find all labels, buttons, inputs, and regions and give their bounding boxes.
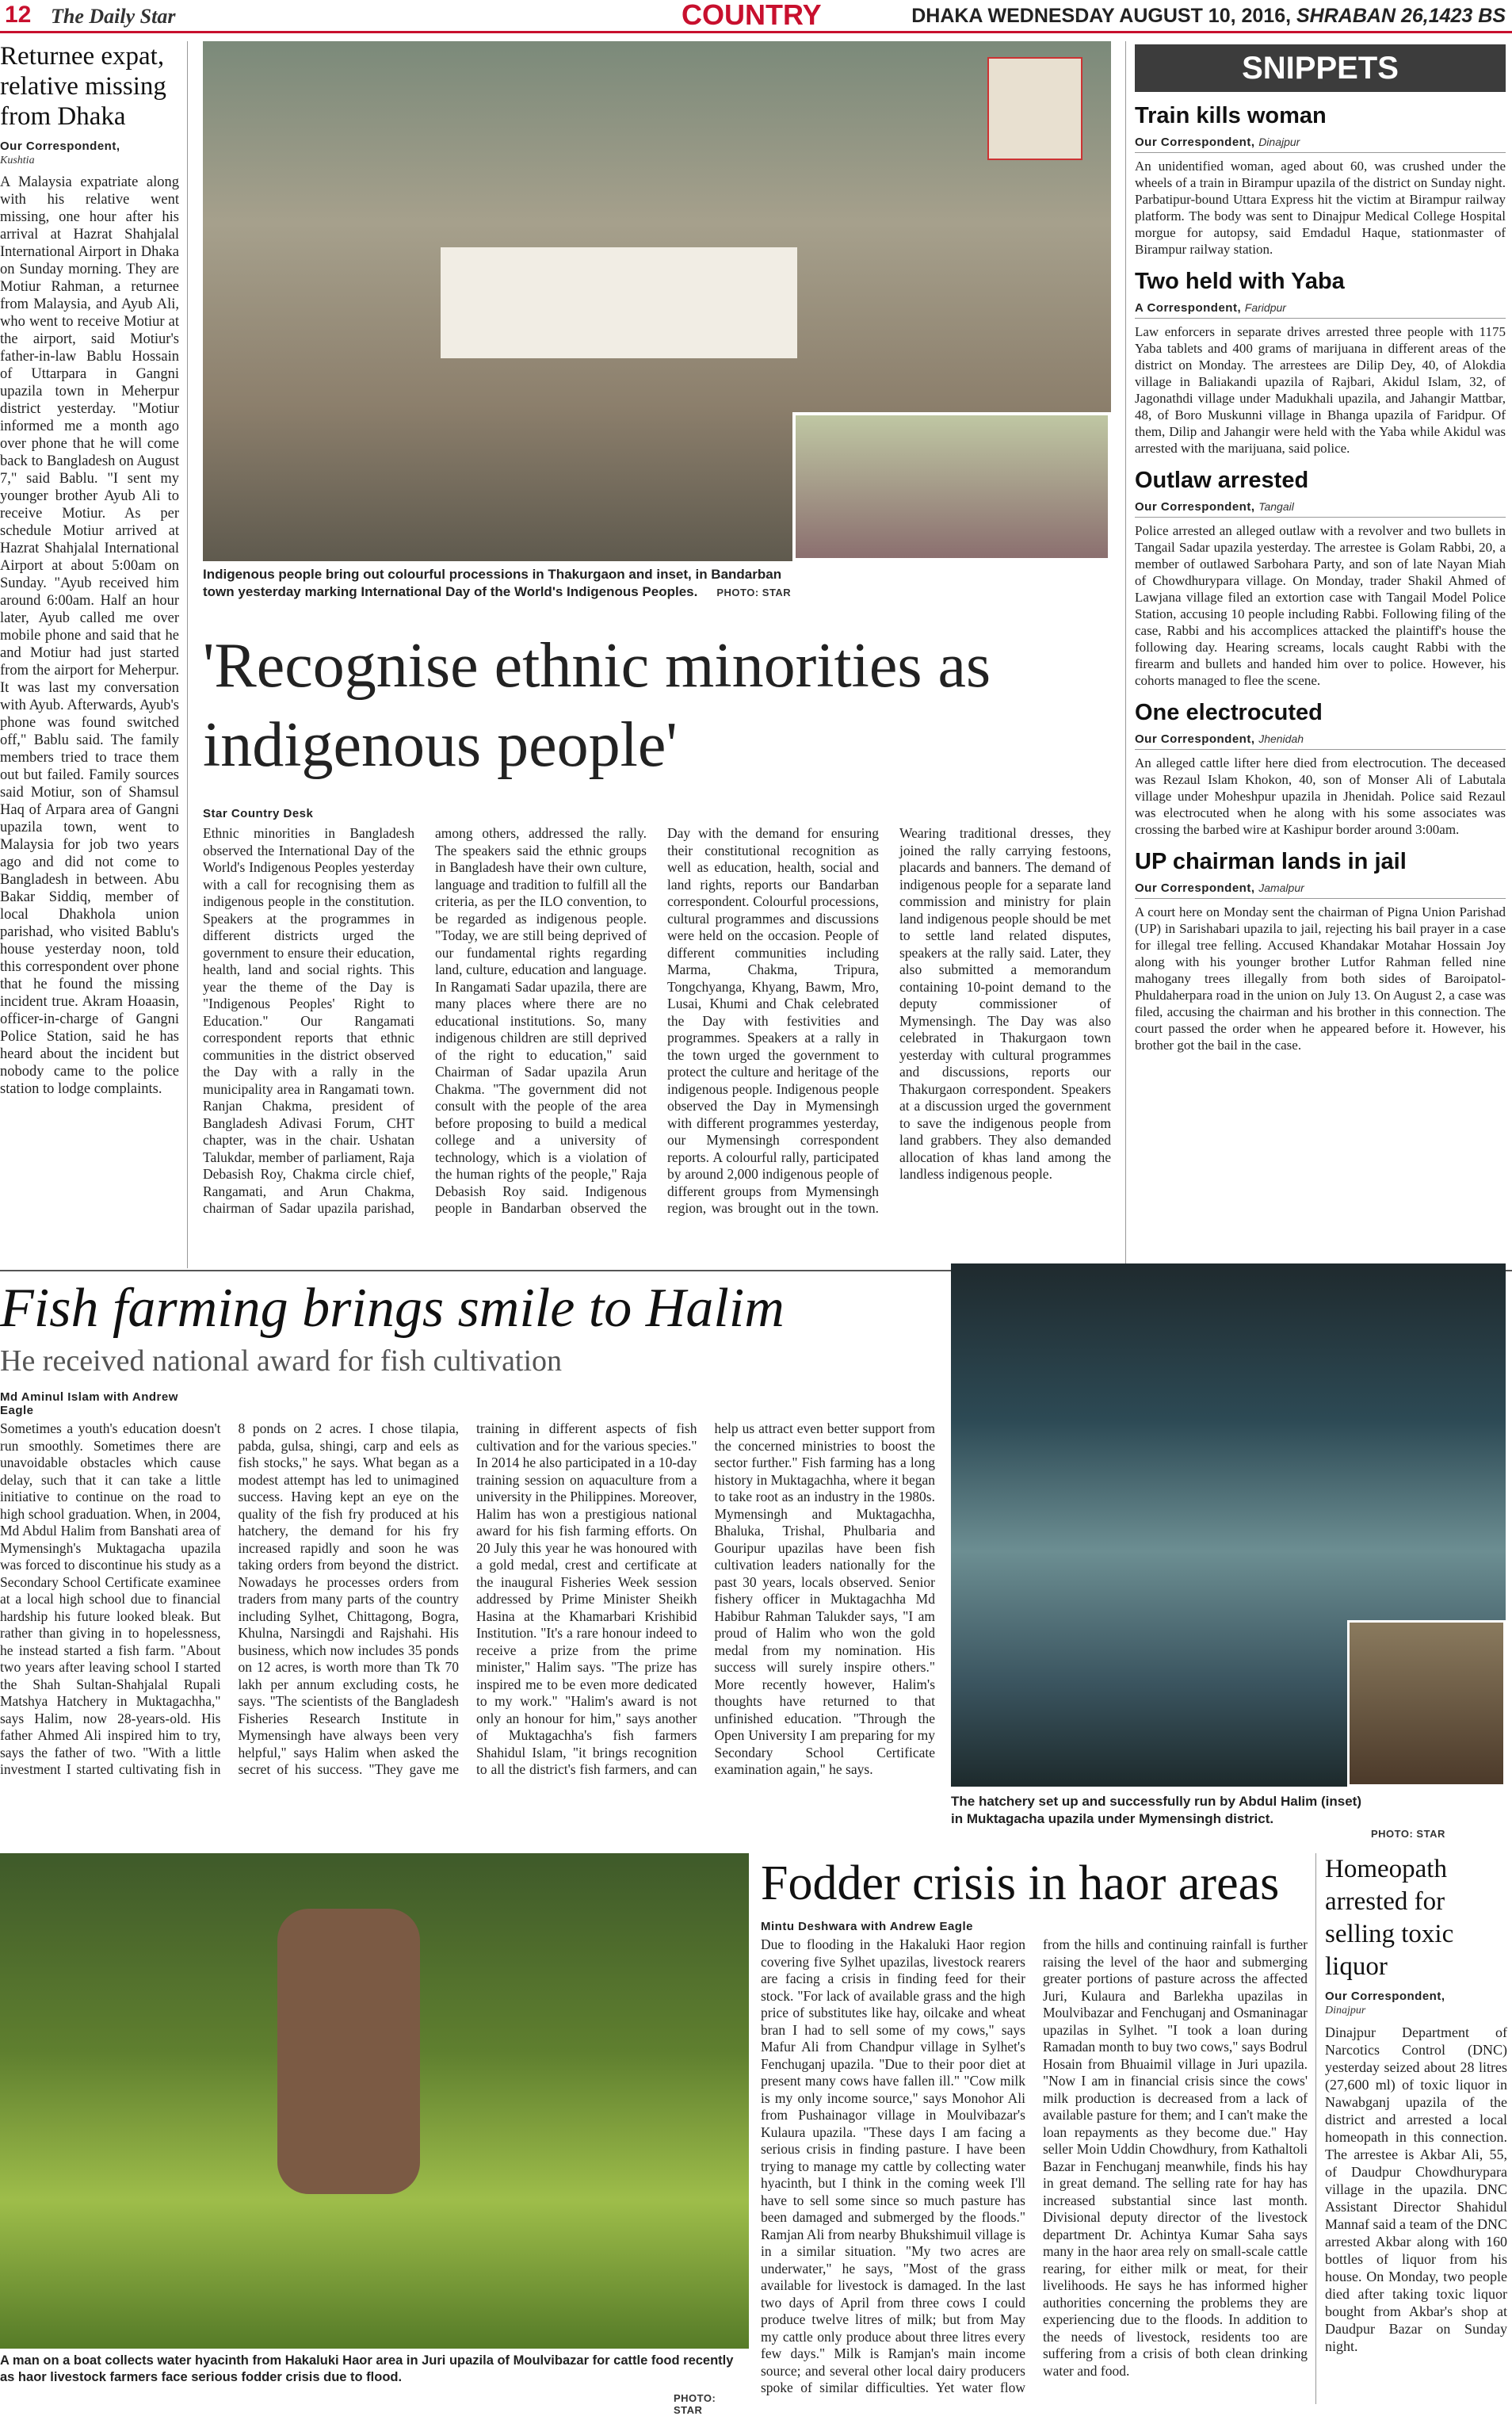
snippet-body: An unidentified woman, aged about 60, was crushed under the wheels of a train in Birampur upazila of the district on Sunday night. Parbatipur-bound Uttara Express hit the victim at Birampur railway platform. The body was sent to Dinajpur Medical College Hospital morgue for autopsy, said Emdadul Haque, stationmaster of Birampur railway station. bbox=[1135, 159, 1506, 257]
procession-banner bbox=[441, 247, 797, 358]
photo-credit: PHOTO: STAR bbox=[1371, 1828, 1445, 1840]
byline: Our Correspondent, bbox=[1135, 136, 1255, 149]
fish-headline: Fish farming brings smile to Halim bbox=[0, 1278, 785, 1339]
section-title: COUNTRY bbox=[682, 0, 822, 31]
article-returnee-expat bbox=[0, 41, 179, 1268]
article-body: Sometimes a youth's education doesn't run smoothly. Sometimes there are unavoidable obstacles which cause delay, such that it can take a little initiative to continue on the road to high school graduation. When, in 2004, Md Abdul Halim from Banshati area of Mymensingh's Muktagacha upazila was forced to discontinue his study as a Secondary School Certificate examinee at a local high school due to financial hardship his future looked bleak. But rather than giving in to hopelessness, he instead started a fish farm. "About two years after leaving school I started the Shah Sultan-Shahjalal Rupali Matshya Hatchery in Muktagachha," says Halim, now 28-years-old. His father Ahmed Ali inspired him to try, says the father of two. "With a little investment I started cultivating fish in 8 ponds on 2 acres. I chose tilapia, pabda, gulsa, shingi, carp and eels as fish stocks," he says. What began as a modest attempt has led to unimagined success. Having kept an eye on the quality of the fish fry produced at his hatchery, the demand for his fry increased rapidly and soon he was taking orders from beyond the district. Nowadays he processes orders from traders from many parts of the country including Sylhet, Chittagong, Bogra, Khulna, Narsingdi and Rajshahi. His business, which now includes 35 ponds on 12 acres, is worth more than Tk 70 lakh per annum excluding costs, he says. "The scientists of the Bangladesh Fisheries Research Institute in Mymensingh have always been very helpful," says Halim when asked the secret of his success. "They gave me training in different aspects of fish cultivation and for the various species." In 2014 he also participated in a 10-day training session on aquaculture from a university in the Philippines. Moreover, Halim has won a prestigious national award for his fish farming efforts. On 20 July this year he was honoured with a gold medal, crest and certificate at the inaugural Fisheries Week session addressed by Prime Minister Sheikh Hasina at the Khamarbari Krishibid Institution. "It's a rare honour indeed to receive a prize from the prime minister," Halim says. "The prize has inspired me to be even more dedicated to my work." "Halim's award is not only an honour for him," says another of Muktagachha's fish farmers Shahidul Islam, "it brings recognition to all the district's fish farmers, and can help us attract even better support from the concerned ministries to boost the sector further." Fish farming has a long history in Muktagachha, where it began to take root as an industry in the 1980s. Mymensingh and Muktagachha, Bhaluka, Trishal, Phulbaria and Gouripur upazilas have been fish cultivation leaders nationally for the past 30 years, locals observed. Senior fishery officer in Muktagachha Md Habibur Rahman Talukder says, "I am proud of Halim who won the gold medal from my nomination. His success will surely inspire others." More recently however, Halim's thoughts have returned to that unfinished education. "Through the Open University I am preparing for my Secondary School Certificate examination again," he says. bbox=[0, 1420, 935, 1777]
dateline-place: Dinajpur bbox=[1325, 2005, 1366, 2017]
article-body: Ethnic minorities in Bangladesh observed the International Day of the World's Indigenous Peoples yesterday with a call for recognising them as indigenous people in the constitution. Speakers at the programmes in different districts urged the government to ensure their education, health, land and social rights. This year the theme of the Day is "Indigenous Peoples' Right to Education." Our Rangamati correspondent reports that ethnic communities in the district observed the Day with a rally in the municipality area in Rangamati town. Ranjan Chakma, president of Bangladesh Adivasi Forum, CHT chapter, was in the chair. Ushatan Talukdar, member of parliament, Raja Debasish Roy, Chakma circle chief, Rangamati, and Arun Chakma, chairman of Sadar upazila parishad, among others, addressed the rally. The speakers said the ethnic groups in Bangladesh have their own culture, language and tradition to fulfill all the criteria, as per the ILO convention, to be regarded as indigenous people. "Today, we are still being deprived of our fundamental rights regarding land, culture, education and language. In Rangamati Sadar upazila, there are many places where there are no educational institutions. So, many indigenous children are still deprived of the right to education," said Chairman of Sadar upazila Arun Chakma. "The government did not consult with the people of the area before proposing to build a medical college and a university of technology, which is a violation of the human rights of the people," Raja Debasish Roy said. Indigenous people in Bandarban observed the Day with the demand for ensuring their constitutional recognition as well as education, health, social and land rights, reports our Bandarban correspondent. Colourful processions, cultural programmes and discussions were held on the occasion. People of different communities including Marma, Chakma, Tripura, Tongchyanga, Khyang, Bawm, Mro, Lusai, Khumi and Chak celebrated the Day with festivities and programmes. Speakers at a rally in the town urged the government to protect the culture and heritage of the indigenous people. Indigenous people observed the Day in Mymensingh with different programmes yesterday, our Mymensingh correspondent reports. A colourful rally, participated by around 2,000 indigenous people of different groups from Mymensingh region, was brought out in the town. Wearing traditional dresses, they joined the rally carrying festoons, placards and banners. The demand of indigenous people for a separate land commission and ministry for plain land indigenous people should be met to settle land related disputes, speakers at the rally said. Later, they also submitted a memorandum containing 10-point demand to the deputy commissioner of Mymensingh. The Day was also celebrated in Thakurgaon town yesterday with cultural programmes and discussions, reports our Thakurgaon correspondent. Speakers at a discussion urged the government to save the indigenous people from land grabbers. They also demanded allocation of khas land among the landless indigenous people. bbox=[203, 825, 1111, 1216]
column-rule bbox=[1125, 41, 1126, 1268]
byline: Star Country Desk bbox=[203, 807, 314, 820]
snippet-body: Law enforcers in separate drives arrested three people with 1175 Yaba tablets and 400 grams of marijuana in different areas of the district on Monday. The arrestees are Dilip Dey, 40, of Alokdia village in Baliakandi upazila of Rajbari, Akidul Islam, 32, of Jagonathdi village under Madukhali upazila, and Jahangir Mattbar, 48, of Boro Muskunni village in Bhanga upazila of Faridpur. Of them, Dilip and Jahangir were held with the Yaba while Akidul was arrested with the marijuana, said police. bbox=[1135, 324, 1506, 456]
byline: Our Correspondent, bbox=[1135, 500, 1255, 514]
snippet-title: Two held with Yaba bbox=[1135, 269, 1345, 294]
inset-photo bbox=[792, 412, 1111, 561]
inset-portrait bbox=[1347, 1620, 1506, 1787]
article-headline: Returnee expat, relative missing from Dhaka bbox=[0, 42, 166, 131]
dateline-place: Jamalpur bbox=[1258, 881, 1304, 894]
snippet-title: Outlaw arrested bbox=[1135, 468, 1309, 493]
snippet-body: Police arrested an alleged outlaw with a revolver and two bullets in Tangail Sadar upazila yesterday. The arrestee is Golam Rabbi, 20, a member of outlawed Sarbohara Party, and son of late Nayan Miah of Chowdhurypara village. On Monday, trader Shakil Ahmed of Lawjana village filed an extortion case with Tangail Model Police Station, accusing 10 people including Rabbi. Following filing of the case, Rabbi and his accomplices attacked the plaintiff's house the following day. Hearing screams, locals caught Rabbi with the firearm and bullets and handed him over to police. However, his cohorts managed to flee the scene. bbox=[1135, 523, 1506, 688]
snippet-title: One electrocuted bbox=[1135, 700, 1323, 725]
fodder-article bbox=[761, 1920, 1308, 2405]
fish-article bbox=[0, 1390, 935, 1842]
snippet-title: UP chairman lands in jail bbox=[1135, 849, 1407, 874]
dateline: DHAKA WEDNESDAY AUGUST 10, 2016, SHRABAN 26,1423 BS bbox=[911, 5, 1506, 27]
byline: Mintu Deshwara with Andrew Eagle bbox=[761, 1920, 973, 1933]
byline: Our Correspondent, bbox=[1135, 881, 1255, 895]
lead-photo-caption: Indigenous people bring out colourful processions in Thakurgaon and inset, in Bandarban town yesterday marking International Day of the World's Indigenous Peoples. PHOTO: STAR bbox=[203, 567, 792, 599]
byline: Our Correspondent, bbox=[1325, 1990, 1445, 2003]
lead-headline: 'Recognise ethnic minorities as indigenous people' bbox=[203, 631, 991, 780]
page-number: 12 bbox=[5, 2, 32, 28]
snippet-item bbox=[1135, 468, 1506, 689]
dateline-place: Tangail bbox=[1258, 500, 1294, 513]
snippet-title: Train kills woman bbox=[1135, 103, 1327, 128]
homeopath-article bbox=[1325, 1853, 1507, 2406]
byline: Our Correspondent, bbox=[1135, 732, 1255, 746]
article-body: A Malaysia expatriate along with his relative went missing, one hour after his arrival at Hazrat Shahjalal International Airport in Dhaka on Sunday morning. They are Motiur Rahman, a returnee from Malaysia, and Ayub Ali, who went to receive Motiur at the airport, said Motiur's father-in-law Bablu Hossain of Uttarpara in Gangni upazila town in Meherpur district yesterday. "Motiur informed me a month ago over phone that he will come back to Bangladesh on August 7," said Bablu. "I sent my younger brother Ayub Ali to receive Motiur. As per schedule Motiur arrived at Hazrat Shahjalal International Airport at about 5:00am on Sunday. "Ayub received him around 6:00am. Half an hour later, Ayub called me over mobile phone and said that he and Motiur had just started from the airport for Meherpur. It was last my conversation with Ayub. Afterwards, Ayub's phone was found switched off," Bablu said. The family members tried to trace them out but failed. Family sources said Motiur, son of Shamsul Haq of Arpara area of Gangni upazila town, went to Malaysia for job two years ago and did not come to Bangladesh in between. Abu Bakar Siddiq, member of local Dhakhola union parishad, who visited Bablu's house yesterday noon, told this correspondent over phone that he found the missing incident true. Akram Hoaasin, officer-in-charge of Gangni Police Station, said he has heard about the incident but nobody came to the police station to lodge complaints. bbox=[0, 174, 179, 1097]
article-body: Dinajpur Department of Narcotics Control (DNC) yesterday seized about 28 litres (27,600 ml) of toxic liquor in Nawabganj upazila of the district and arrested a local homeopath in this connection. The arrestee is Akbar Ali, 55, of Daudpur Chowdhurypara village in the upazila. DNC Assistant Director Shahidul Mannaf said a team of the DNC arrested Akbar along with 160 bottles of liquor from his house. On Monday, two people died after taking toxic liquor bought from Akbar's shop at Daudpur Bazar on Sunday night. bbox=[1325, 2024, 1507, 2354]
snippets-column bbox=[1135, 44, 1506, 1269]
snippet-item bbox=[1135, 700, 1506, 838]
lead-article bbox=[203, 807, 1111, 1268]
fish-subhead: He received national award for fish cultivation bbox=[0, 1344, 563, 1378]
fodder-caption: A man on a boat collects water hyacinth from Hakaluki Haor area in Juri upazila of Moulvibazar for cattle food recently as haor livestock farmers face serious fodder crisis due to flood. bbox=[0, 2353, 734, 2384]
snippet-item bbox=[1135, 269, 1506, 457]
snippet-list bbox=[1135, 103, 1506, 1053]
fodder-photo bbox=[0, 1853, 749, 2349]
byline: A Correspondent, bbox=[1135, 301, 1242, 315]
banner-sign bbox=[987, 57, 1082, 160]
dateline-place: Faridpur bbox=[1244, 301, 1286, 314]
dateline-place: Kushtia bbox=[0, 155, 35, 166]
photo-credit: PHOTO: STAR bbox=[716, 587, 792, 598]
masthead-logo: The Daily Star bbox=[51, 5, 176, 28]
byline: Our Correspondent, bbox=[0, 140, 120, 153]
article-body: Due to flooding in the Hakaluki Haor region covering five Sylhet upazilas, livestock rearers are facing a crisis in finding feed for their stock. "For lack of available grass and the high price of substitutes like hay, oilcake and wheat bran I had to sell some of my cows," says Mafur Ali from Chandpur village in Sylhet's Fenchuganj upazila. "Due to their poor diet at present many cows have fallen ill." "Cow milk is my only income source," says Monohor Ali from Pushainagor village in Moulvibazar's Kulaura upazila. "These days I am facing a serious crisis in finding pasture. I have been trying to manage my cattle by collecting water hyacinth, but I think in the coming week I'll have to sell some since so much pasture has been damaged and submerged by the floods." Ramjan Ali from nearby Bhukshimuil village is in a similar situation. "My two acres are underwater," he says, "Most of the grass available for livestock is damaged. In the last two days of April from three cows I could produce twelve litres of milk; but from May my cattle only produce about three litres every few days." Milk is Ramjan's main income source; and several other local dairy producers spoke of similar difficulties. Yet water flow from the hills and continuing rainfall is further raising the level of the haor and submerging greater portions of pasture across the affected Juri, Kulaura and Barlekha upazilas in Moulvibazar and Fenchuganj and Osmaninagar upazilas in Sylhet. "I took a loan during Ramadan month to buy two cows," says Bodrul Hosain from Bhuaimil village in Juri upazila. "Now I am in financial crisis since the cows' milk production is decreased from a lack of available pasture for them; and I can't make the loan repayments as they become due." Hay seller Moin Uddin Chowdhury, from Kathaltoli Bazar in Fenchuganj meanwhile, finds his hay in great demand. The selling rate for hay has increased substantial since last month. Divisional deputy director of the livestock department Dr. Achintya Kumar Saha says many in the haor area rely on small-scale cattle rearing, for either milk or meat, for their livelihoods. He says he has informed higher authorities concerning the problems they are experiencing due to the floods. In addition to the needs of livestock, residents too are suffering from a crisis of both clean drinking water and food. bbox=[761, 1936, 1308, 2395]
column-rule bbox=[1315, 1853, 1316, 2404]
dateline-place: Jhenidah bbox=[1258, 732, 1304, 745]
man-figure bbox=[277, 1909, 420, 2194]
snippet-body: An alleged cattle lifter here died from electrocution. The deceased was Rezaul Islam Khokon, 40, son of Monser Ali of Labutala village under Moheshpur upazila in Jhenidah. Police said Rezaul was electrocuted when he along with his some associates was crossing the barbed wire at Kashipur border around 3:00am. bbox=[1135, 755, 1506, 837]
dateline-place: Dinajpur bbox=[1258, 136, 1300, 148]
column-rule bbox=[187, 41, 188, 1268]
snippets-header: SNIPPETS bbox=[1135, 44, 1506, 92]
snippet-body: A court here on Monday sent the chairman of Pigna Union Parishad (UP) in Sarishabari upazila to jail, rejecting his bail prayer in a case for illegal tree felling. Accused Khandakar Motahar Hossain Joy along with his younger brother Lutfor Rahman felled nine mahogany trees illegally from both sides of Baroipatol-Phuldaherpara road in the union on July 13. On August 2, a case was filed, accusing the chairman and his brother in this connection. The court passed the order when he appeared before it. However, his brother got the bail in the case. bbox=[1135, 904, 1506, 1053]
hatchery-caption: The hatchery set up and successfully run by Abdul Halim (inset) in Muktagacha upazila under Mymensingh district. bbox=[951, 1794, 1361, 1826]
article-headline: Homeopath arrested for selling toxic liquor bbox=[1325, 1855, 1454, 1981]
fodder-headline: Fodder crisis in haor areas bbox=[761, 1856, 1280, 1910]
byline: Md Aminul Islam with Andrew Eagle bbox=[0, 1390, 178, 1417]
snippet-item bbox=[1135, 849, 1506, 1053]
page-header bbox=[0, 0, 1512, 33]
photo-credit: PHOTO: STAR bbox=[674, 2392, 716, 2416]
snippet-item bbox=[1135, 103, 1506, 258]
hatchery-photo bbox=[951, 1263, 1506, 1787]
